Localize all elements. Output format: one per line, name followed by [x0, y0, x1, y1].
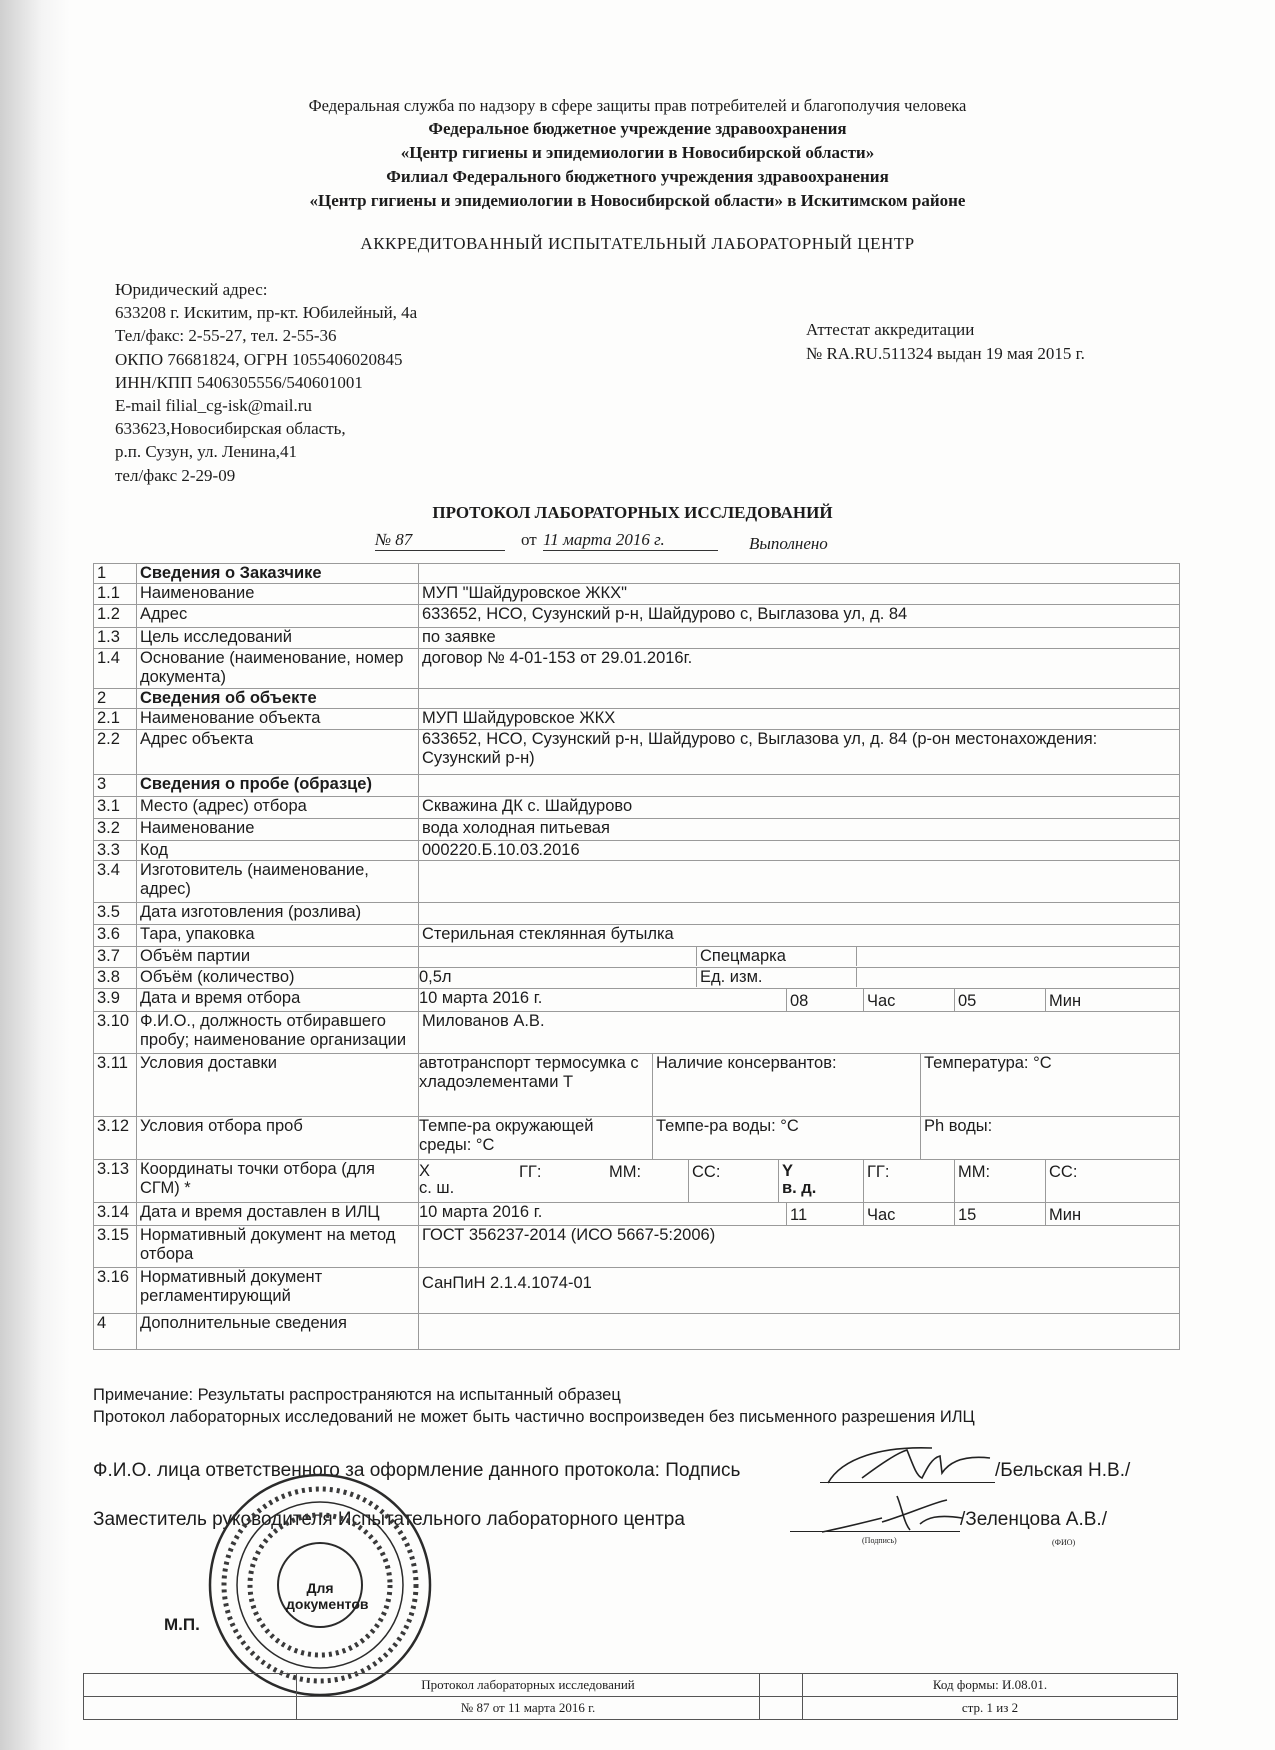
row-value: [419, 689, 1180, 709]
coord-y-seconds: СС:: [1045, 1160, 1179, 1202]
row-number: 3.4: [94, 861, 137, 903]
hour-value: 11: [786, 1203, 863, 1225]
caption-signature: (Подпись): [862, 1536, 897, 1545]
coord-x: [419, 1160, 516, 1202]
ph-label: Ph воды:: [920, 1117, 1179, 1159]
deputy-name: /Зеленцова А.В./: [960, 1509, 1107, 1530]
section-heading: Сведения о Заказчике: [137, 564, 419, 584]
protocol-from: от: [521, 530, 537, 549]
note-reproduction: Протокол лабораторных исследований не может быть частично воспроизведен без письменного разрешения ИЛЦ: [93, 1408, 975, 1426]
row-value-cell: [419, 947, 1180, 968]
table-row: [94, 1160, 1180, 1203]
hour-label: Час: [863, 989, 954, 1011]
table-row: [94, 903, 1180, 925]
coord-y-label: Y: [782, 1162, 794, 1180]
footer-doc-name: Протокол лабораторных исследований: [297, 1674, 760, 1697]
preservatives-label: Наличие консервантов:: [652, 1054, 920, 1116]
row-number: 2.1: [94, 709, 137, 730]
row-value: [419, 564, 1180, 584]
table-row: [94, 1203, 1180, 1226]
coord-x-unit: с. ш.: [419, 1179, 455, 1197]
row-label: Наименование: [137, 819, 419, 841]
row-number: 3.3: [94, 841, 137, 861]
row-number: 3.5: [94, 903, 137, 925]
row-value-cell: [419, 1203, 1180, 1226]
deputy-label: Заместитель руководителя Испытательного лабораторного центра: [93, 1509, 685, 1530]
table-row: [94, 628, 1180, 649]
minute-label: Мин: [1045, 989, 1179, 1011]
table-row: [94, 841, 1180, 861]
row-label: Тара, упаковка: [137, 925, 419, 947]
coord-y-unit: в. д.: [782, 1179, 817, 1197]
row-label: Условия доставки: [137, 1054, 419, 1117]
address-line: Юридический адрес:: [115, 280, 268, 299]
row-value: МУП "Шайдуровское ЖКХ": [419, 584, 1180, 605]
row-label: Дата и время отбора: [137, 989, 419, 1012]
table-row: [94, 689, 1180, 709]
row-label: Основание (наименование, номер документа): [137, 649, 419, 689]
row-number: 1.2: [94, 605, 137, 628]
table-row: [94, 968, 1180, 989]
minute-value: 05: [954, 989, 1045, 1011]
row-label: Наименование: [137, 584, 419, 605]
row-value-cell: [419, 1117, 1180, 1160]
row-label: Цель исследований: [137, 628, 419, 649]
seal-place: М.П.: [164, 1615, 200, 1634]
table-row: [94, 925, 1180, 947]
row-value-empty: [856, 968, 1179, 987]
row-value: [419, 1314, 1180, 1350]
note-results: Примечание: Результаты распространяются на испытанный образец: [93, 1386, 621, 1404]
row-label: Координаты точки отбора (для СГМ) *: [137, 1160, 419, 1203]
protocol-number: № 87: [375, 530, 505, 551]
row-value-cell: [419, 1054, 1180, 1117]
row-label: Адрес объекта: [137, 730, 419, 775]
footer-empty: [760, 1674, 803, 1697]
table-row: [94, 1054, 1180, 1117]
row-label: Объём (количество): [137, 968, 419, 989]
row-number: 3.2: [94, 819, 137, 841]
coord-y-degrees: ГГ:: [863, 1160, 954, 1202]
row-value: ГОСТ 356237-2014 (ИСО 5667-5:2006): [419, 1226, 1180, 1268]
row-value: 633652, НСО, Сузунский р-н, Шайдурово с, Выглазова ул, д. 84: [419, 605, 1180, 628]
row-value: [419, 947, 696, 966]
coord-y-minutes: ММ:: [954, 1160, 1045, 1202]
row-label: Дата и время доставлен в ИЛЦ: [137, 1203, 419, 1226]
row-number: 1: [94, 564, 137, 584]
header-institution: Федеральное бюджетное учреждение здравоохранения: [428, 119, 847, 138]
table-row: [94, 775, 1180, 797]
table-row: [94, 709, 1180, 730]
row-value-empty: [856, 947, 1179, 966]
row-number: 2.2: [94, 730, 137, 775]
row-number: 3.7: [94, 947, 137, 968]
signature-zel: [812, 1488, 982, 1543]
table-row: [94, 819, 1180, 841]
table-row: [94, 1117, 1180, 1160]
row-number: 3.6: [94, 925, 137, 947]
hour-label: Час: [863, 1203, 954, 1225]
footer-protocol-ref: № 87 от 11 марта 2016 г.: [297, 1697, 760, 1720]
row-label: Нормативный документ на метод отбора: [137, 1226, 419, 1268]
row-number: 1.4: [94, 649, 137, 689]
accreditation-number: № RA.RU.511324 выдан 19 мая 2015 г.: [806, 344, 1085, 363]
table-row: [94, 1226, 1180, 1268]
row-number: 4: [94, 1314, 137, 1350]
coord-x-degrees: ГГ:: [519, 1163, 542, 1181]
table-row: [94, 1268, 1180, 1314]
row-value: Скважина ДК с. Шайдурово: [419, 797, 1180, 819]
special-mark-label: Спецмарка: [696, 947, 856, 966]
row-value: 10 марта 2016 г.: [419, 989, 543, 1007]
header-center: «Центр гигиены и эпидемиологии в Новосибирской области»: [400, 143, 875, 162]
row-number: 3.15: [94, 1226, 137, 1268]
protocol-table: [93, 563, 1180, 1350]
row-value: [419, 861, 1180, 903]
header-branch: Филиал Федерального бюджетного учреждения здравоохранения: [386, 167, 889, 186]
footer-empty: [84, 1674, 297, 1697]
coord-x-label: X: [419, 1162, 431, 1180]
address-line: ИНН/КПП 5406305556/540601001: [115, 372, 363, 392]
footer-form-code: Код формы: И.08.01.: [803, 1674, 1178, 1697]
table-row: [94, 605, 1180, 628]
row-value-cell: [419, 968, 1180, 989]
row-value: по заявке: [419, 628, 1180, 649]
row-label: Наименование объекта: [137, 709, 419, 730]
footer-empty: [84, 1697, 297, 1720]
address-line: тел/факс 2-29-09: [115, 465, 236, 485]
responsible-name: /Бельская Н.В./: [995, 1460, 1131, 1481]
row-value: вода холодная питьевая: [419, 819, 1180, 841]
address-line: 633623,Новосибирская область,: [115, 419, 346, 439]
row-label: Ф.И.О., должность отбиравшего пробу; наименование организации: [137, 1012, 419, 1054]
address-line: 633208 г. Искитим, пр-кт. Юбилейный, 4а: [115, 303, 418, 323]
row-value: Милованов А.В.: [419, 1012, 1180, 1054]
protocol-title: ПРОТОКОЛ ЛАБОРАТОРНЫХ ИССЛЕДОВАНИЙ: [432, 503, 833, 522]
hour-value: 08: [786, 989, 863, 1011]
footer-row: [84, 1697, 1178, 1720]
row-number: 1.3: [94, 628, 137, 649]
row-value: Стерильная стеклянная бутылка: [419, 925, 1180, 947]
minute-value: 15: [954, 1203, 1045, 1225]
signature-bel: [822, 1438, 992, 1493]
ambient-temp-label: Темпе-ра окружающей среды: °С: [419, 1117, 594, 1154]
row-value: 000220.Б.10.03.2016: [419, 841, 1180, 861]
protocol-status: Выполнено: [749, 534, 828, 553]
page-footer: [83, 1673, 1178, 1720]
row-value: [419, 775, 1180, 797]
address-block: [115, 278, 417, 487]
section-heading: Сведения об объекте: [137, 689, 419, 709]
row-number: 3.11: [94, 1054, 137, 1117]
caption-fio: (ФИО): [1052, 1538, 1076, 1547]
header-agency: Федеральная служба по надзору в сфере защиты прав потребителей и благополучия человека: [308, 96, 967, 115]
address-line: ОКПО 76681824, ОГРН 1055406020845: [115, 349, 403, 369]
row-number: 1.1: [94, 584, 137, 605]
section-heading: Сведения о пробе (образце): [137, 775, 419, 797]
row-number: 3.10: [94, 1012, 137, 1054]
table-row: [94, 861, 1180, 903]
footer-page-number: стр. 1 из 2: [803, 1697, 1178, 1720]
row-value: СанПиН 2.1.4.1074-01: [419, 1268, 1180, 1314]
row-value: 0,5л: [419, 968, 452, 986]
lab-center-title: АККРЕДИТОВАННЫЙ ИСПЫТАТЕЛЬНЫЙ ЛАБОРАТОРНЫЙ ЦЕНТР: [360, 234, 915, 253]
row-number: 3.16: [94, 1268, 137, 1314]
seal-center-text: Для документов: [286, 1580, 369, 1612]
row-number: 3.12: [94, 1117, 137, 1160]
table-row: [94, 1314, 1180, 1350]
scan-shadow: [0, 0, 70, 1750]
row-value: договор № 4-01-153 от 29.01.2016г.: [419, 649, 1180, 689]
table-row: [94, 947, 1180, 968]
row-number: 3.14: [94, 1203, 137, 1226]
responsible-label: Ф.И.О. лица ответственного за оформление данного протокола: Подпись: [93, 1460, 741, 1481]
row-label: Дополнительные сведения: [137, 1314, 419, 1350]
row-label: Адрес: [137, 605, 419, 628]
footer-row: [84, 1674, 1178, 1697]
table-row: [94, 584, 1180, 605]
temperature-label: Температура: °С: [920, 1054, 1179, 1116]
row-label: Нормативный документ регламентирующий: [137, 1268, 419, 1314]
row-label: Дата изготовления (розлива): [137, 903, 419, 925]
delivery-conditions: автотранспорт термосумка с хладоэлементами Т: [419, 1054, 639, 1091]
row-label: Условия отбора проб: [137, 1117, 419, 1160]
accreditation-block: [806, 318, 1085, 366]
unit-label: Ед. изм.: [696, 968, 856, 987]
table-row: [94, 797, 1180, 819]
row-label: Место (адрес) отбора: [137, 797, 419, 819]
minute-label: Мин: [1045, 1203, 1179, 1225]
row-label: Объём партии: [137, 947, 419, 968]
header-branch-center: «Центр гигиены и эпидемиологии в Новосибирской области» в Искитимском районе: [309, 191, 966, 210]
address-line: р.п. Сузун, ул. Ленина,41: [115, 442, 298, 462]
accreditation-label: Аттестат аккредитации: [806, 320, 975, 339]
footer-empty: [760, 1697, 803, 1720]
water-temp-label: Темпе-ра воды: °С: [652, 1117, 920, 1159]
protocol-date: 11 марта 2016 г.: [543, 530, 718, 551]
row-number: 3.1: [94, 797, 137, 819]
row-value: МУП Шайдуровское ЖКХ: [419, 709, 1180, 730]
coord-x-seconds: СС:: [688, 1160, 778, 1202]
table-row: [94, 730, 1180, 775]
row-value: 633652, НСО, Сузунский р-н, Шайдурово с, Выглазова ул, д. 84 (р-он местонахождения: Сузунский р-н): [419, 730, 1180, 775]
coord-y: [778, 1160, 863, 1202]
row-label: Изготовитель (наименование, адрес): [137, 861, 419, 903]
row-number: 2: [94, 689, 137, 709]
email-line: E-mail filial_cg-isk@mail.ru: [115, 396, 312, 416]
address-line: Тел/факс: 2-55-27, тел. 2-55-36: [115, 326, 337, 346]
row-number: 3: [94, 775, 137, 797]
row-value-cell: [419, 989, 1180, 1012]
coord-x-minutes: ММ:: [609, 1163, 642, 1181]
row-number: 3.8: [94, 968, 137, 989]
row-number: 3.9: [94, 989, 137, 1012]
row-label: Код: [137, 841, 419, 861]
row-value-cell: [419, 1160, 1180, 1203]
row-value: [419, 903, 1180, 925]
table-row: [94, 1012, 1180, 1054]
table-row: [94, 564, 1180, 584]
table-row: [94, 989, 1180, 1012]
row-number: 3.13: [94, 1160, 137, 1203]
row-value: 10 марта 2016 г.: [419, 1203, 543, 1221]
table-row: [94, 649, 1180, 689]
